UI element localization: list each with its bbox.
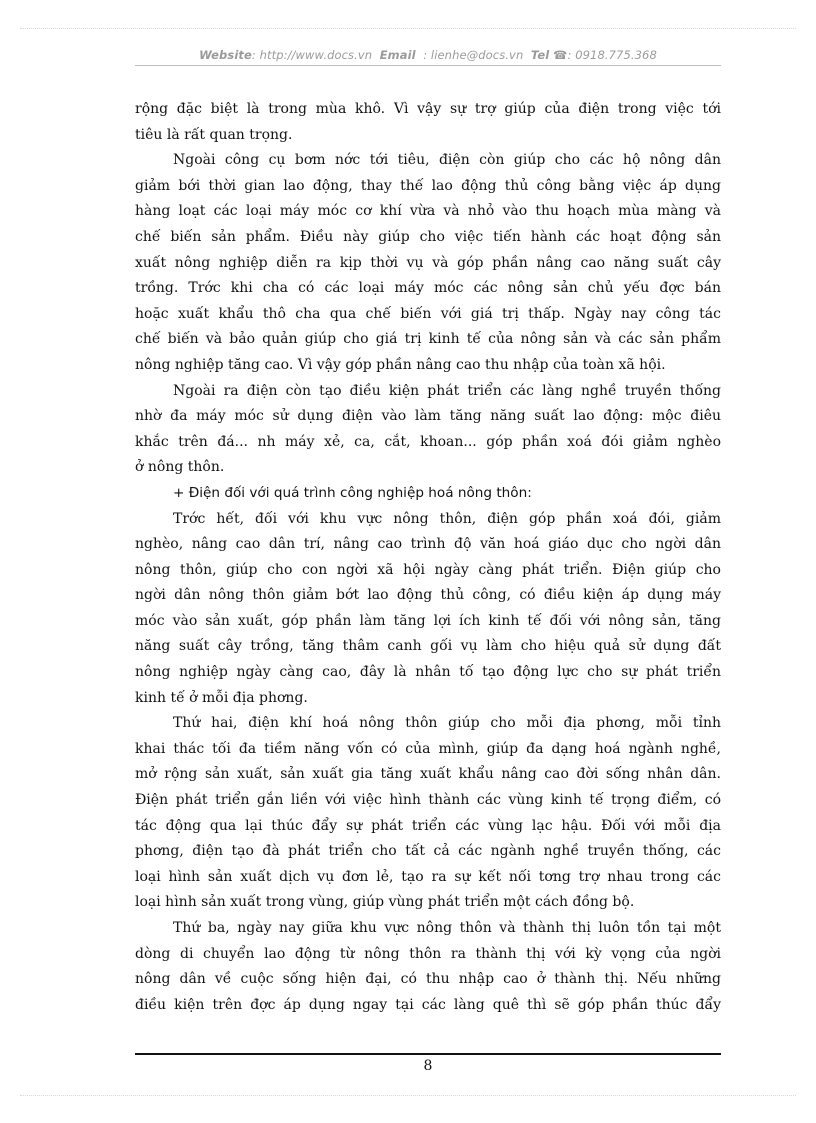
- text-line: hàng loạt các loại máy móc cơ khí vừa và nhỏ vào thu hoạch mùa màng và: [135, 203, 721, 220]
- text-line: nông thôn, giúp cho con ngời xã hội ngày càng phát triển. Điện giúp cho: [135, 561, 721, 578]
- text-line: trồng. Trớc khi cha có các loại máy móc các nông sản chủ yếu đợc bán: [135, 280, 721, 297]
- website-label: Website: [199, 48, 252, 62]
- text-line: tiêu là rất quan trọng.: [135, 126, 293, 143]
- text-line: phơng, điện tạo đà phát triển cho tất cả các ngành nghề truyền thống, các: [135, 843, 721, 860]
- text-line: xuất nông nghiệp diễn ra kịp thời vụ và góp phần nâng cao năng suất cây: [135, 254, 721, 271]
- page-edge-top: [20, 28, 796, 29]
- text-line: loại hình sản xuất trong vùng, giúp vùng phát triển một cách đồng bộ.: [135, 894, 635, 911]
- text-line: ở nông thôn.: [135, 459, 225, 476]
- phone-icon: ☎: [553, 48, 568, 62]
- email-label: Email: [379, 48, 416, 62]
- text-line: Ngoài công cụ bơm nớc tới tiêu, điện còn giúp cho các hộ nông dân: [173, 152, 721, 169]
- text-line: năng suất cây trồng, tăng thâm canh gối vụ làm cho hiệu quả sử dụng đất: [135, 638, 721, 655]
- text-line: Ngoài ra điện còn tạo điều kiện phát triển các làng nghề truyền thống: [173, 382, 721, 399]
- text-line: Trớc hết, đối với khu vực nông thôn, điện góp phần xoá đói, giảm: [173, 510, 721, 527]
- page-edge-bottom: [20, 1095, 796, 1096]
- text-line: Thứ hai, điện khí hoá nông thôn giúp cho mỗi địa phơng, mỗi tỉnh: [173, 715, 721, 732]
- body-text: [135, 97, 721, 1018]
- text-line: nông nghiệp ngày càng cao, đây là nhân tố tạo động lực cho sự phát triển: [135, 664, 721, 681]
- page-number: 8: [423, 1058, 433, 1074]
- text-line: giảm bới thời gian lao động, thay thế lao động thủ công bằng việc áp dụng: [135, 177, 721, 194]
- tel-value: : 0918.775.368: [567, 48, 657, 62]
- text-line: chế biến sản phẩm. Điều này giúp cho việc tiến hành các hoạt động sản: [135, 228, 721, 245]
- text-line: nghèo, nâng cao dân trí, nâng cao trình độ văn hoá giáo dục cho ngời dân: [135, 536, 721, 553]
- text-line: loại hình sản xuất dịch vụ đơn lẻ, tạo ra sự kết nối tơng trợ nhau trong các: [135, 868, 721, 885]
- text-line: nông nghiệp tăng cao. Vì vậy góp phần nâng cao thu nhập của toàn xã hội.: [135, 356, 666, 373]
- header-divider: [135, 65, 721, 66]
- text-line: + Điện đối với quá trình công nghiệp hoá nông thôn:: [173, 484, 532, 501]
- email-value: : lienhe@docs.vn: [423, 48, 524, 62]
- text-line: móc vào sản xuất, góp phần làm tăng lợi ích kinh tế đối với nông sản, tăng: [135, 612, 721, 629]
- text-line: rộng đặc biệt là trong mùa khô. Vì vậy sự trợ giúp của điện trong việc tới: [135, 101, 721, 117]
- text-line: tác động qua lại thúc đẩy sự phát triển các vùng lạc hậu. Đối với mỗi địa: [135, 817, 721, 834]
- text-line: điều kiện trên đợc áp dụng ngay tại các làng quê thì sẽ góp phần thúc đẩy: [135, 996, 721, 1013]
- text-line: mở rộng sản xuất, sản xuất gia tăng xuất khẩu nâng cao đời sống nhân dân.: [135, 766, 721, 783]
- text-line: khắc trên đá... nh máy xẻ, ca, cắt, khoan... góp phần xoá đói giảm nghèo: [135, 433, 721, 450]
- text-line: khai thác tối đa tiềm năng vốn có của mình, giúp đa dạng hoá ngành nghề,: [135, 740, 721, 757]
- footer-divider: [135, 1053, 721, 1055]
- text-line: nhờ đa máy móc sử dụng điện vào làm tăng năng suất lao động: mộc điêu: [135, 408, 721, 425]
- website-value: : http://www.docs.vn: [251, 48, 373, 62]
- text-line: Thứ ba, ngày nay giữa khu vực nông thôn và thành thị luôn tồn tại một: [173, 920, 721, 936]
- text-line: kinh tế ở mỗi địa phơng.: [135, 689, 308, 706]
- text-line: Điện phát triển gắn liền với việc hình thành các vùng kinh tế trọng điểm, có: [135, 792, 721, 809]
- page-header: [135, 48, 721, 62]
- text-line: nông dân về cuộc sống hiện đại, có thu nhập cao ở thành thị. Nếu những: [135, 971, 721, 988]
- text-line: hoặc xuất khẩu thô cha qua chế biến với giá trị thấp. Ngày nay công tác: [135, 305, 721, 322]
- tel-label: Tel: [530, 48, 550, 62]
- text-line: ngời dân nông thôn giảm bớt lao động thủ công, có điều kiện áp dụng máy: [135, 587, 721, 604]
- text-line: chế biến và bảo quản giúp cho giá trị kinh tế của nông sản và các sản phẩm: [135, 331, 721, 348]
- text-line: dòng di chuyển lao động từ nông thôn ra thành thị với kỳ vọng của ngời: [135, 945, 721, 962]
